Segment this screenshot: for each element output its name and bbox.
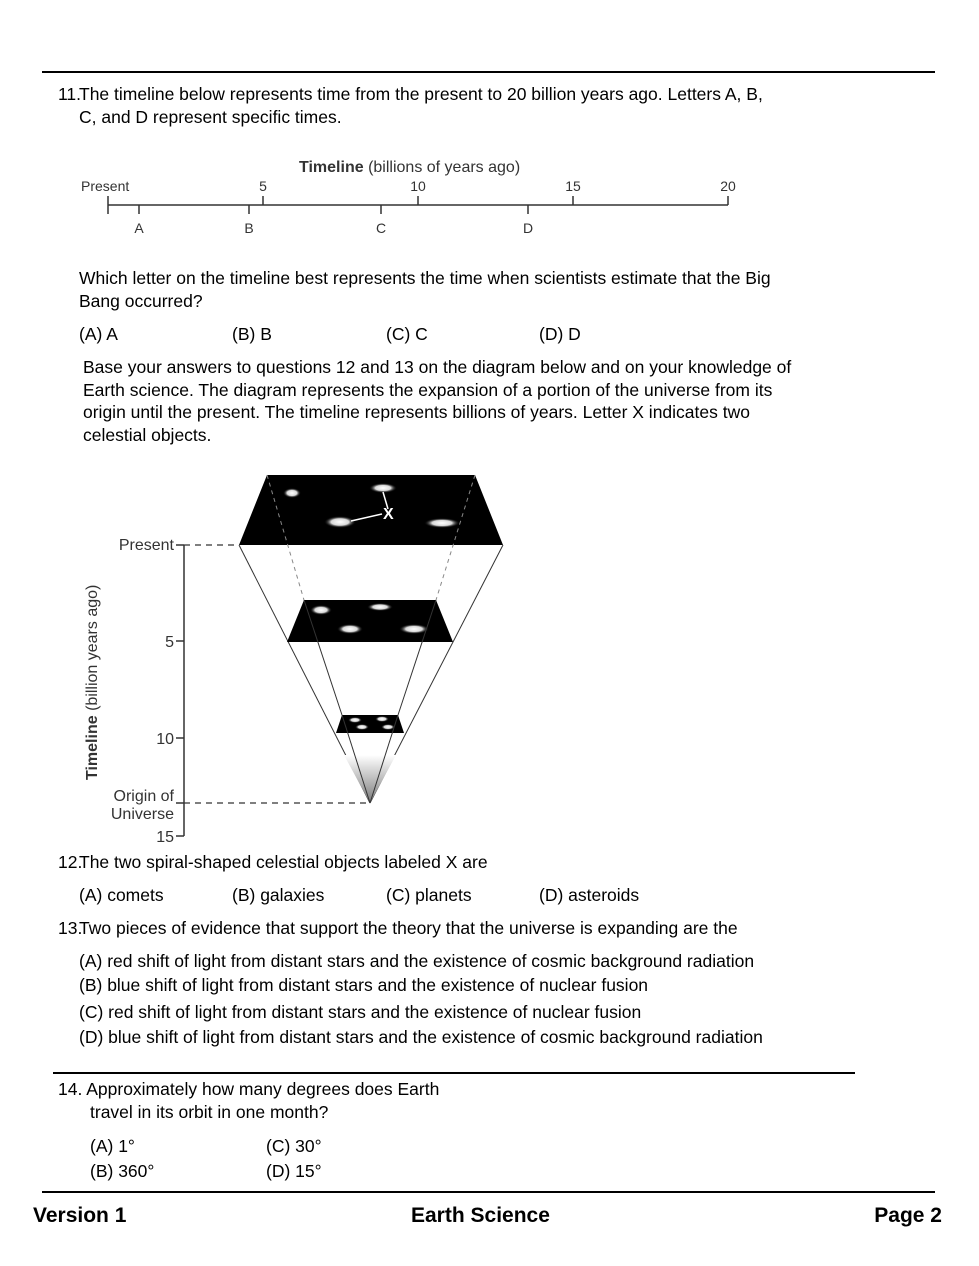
question-13-number: 13. [58,918,83,938]
question-11-number: 11. [58,84,82,104]
question-11-stem-line2: C, and D represent specific times. [79,107,342,127]
footer-version: Version 1 [33,1204,127,1227]
question-13-choice-b[interactable]: (B) blue shift of light from distant stars and the existence of nuclear fusion [79,975,649,995]
diagram-axis-title-bold: Timeline [84,715,101,780]
diagram-tick-15: 15 [156,829,174,846]
top-divider [42,71,935,73]
timeline-title-bold: Timeline [299,159,364,176]
diagram-tick-10: 10 [156,731,174,748]
question-12-choice-d[interactable]: (D) asteroids [539,885,640,905]
timeline-letter-d: D [522,220,534,236]
timeline-tick-20: 20 [720,178,736,194]
question-12-number: 12. [58,852,83,872]
question-12-choice-c[interactable]: (C) planets [386,885,472,905]
present-galaxy-x-lower [324,516,356,528]
question-12-stem: The two spiral-shaped celestial objects labeled X are [79,852,488,872]
present-galaxy-4 [424,518,460,528]
intro-line3: origin until the present. The timeline represents billions of years. Letter X indicates two [83,402,750,422]
question-11-choice-c[interactable]: (C) C [386,324,428,344]
present-galaxy-1 [283,488,301,498]
question-14-divider [53,1072,855,1074]
question-14-stem-line2: travel in its orbit in one month? [90,1102,329,1122]
slab-10-galaxy-3 [355,724,369,730]
question-14-choice-a[interactable]: (A) 1° [90,1136,135,1156]
slab-10-galaxy-2 [375,716,389,722]
x-label: X [383,506,394,523]
question-11-choice-a[interactable]: (A) A [79,324,118,344]
intro-line2: Earth science. The diagram represents the expansion of a portion of the universe from its [83,380,773,400]
slab-10-billion [336,715,404,733]
timeline-letter-b: B [244,220,254,236]
question-13-stem: Two pieces of evidence that support the theory that the universe is expanding are the [79,918,738,938]
question-14-choice-b[interactable]: (B) 360° [90,1161,155,1181]
slab-5-galaxy-3 [337,624,363,634]
slab-5-galaxy-2 [367,603,393,611]
question-11-ask-line1: Which letter on the timeline best represents the time when scientists estimate that the Big [79,268,771,288]
footer-subject: Earth Science [411,1204,550,1227]
timeline-title-rest: (billions of years ago) [363,159,521,176]
timeline-letter-c: C [375,220,387,236]
question-14-stem-line1: 14. Approximately how many degrees does Earth [58,1079,440,1099]
timeline-letter-a: A [134,220,144,236]
slab-5-galaxy-1 [310,605,332,615]
diagram-axis-title [84,585,101,780]
slab-10-galaxy-1 [348,717,362,723]
timeline-tick-5: 5 [259,178,267,194]
intro-line4: celestial objects. [83,425,212,445]
origin-glow [344,755,396,803]
diagram-origin-line1: Origin of [113,788,174,805]
question-13-choice-a[interactable]: (A) red shift of light from distant stars and the existence of cosmic background radiation [79,951,755,971]
diagram-axis-title-rest: (billion years ago) [84,584,101,716]
timeline-tick-15: 15 [565,178,581,194]
timeline-tick-10: 10 [410,178,426,194]
diagram-tick-5: 5 [165,634,174,651]
present-galaxy-x-upper [369,483,397,493]
question-11-choice-d[interactable]: (D) D [539,324,581,344]
universe-expansion-diagram [70,465,520,850]
question-14-choice-c[interactable]: (C) 30° [266,1136,322,1156]
question-12-choice-a[interactable]: (A) comets [79,885,164,905]
diagram-origin-line2: Universe [110,806,174,823]
question-12-choice-b[interactable]: (B) galaxies [232,885,325,905]
question-11-ask-line2: Bang occurred? [79,291,203,311]
footer-page-number: Page 2 [874,1204,942,1227]
timeline-present-label: Present [81,178,130,194]
diagram-present-label: Present [118,537,174,554]
question-14-choice-d[interactable]: (D) 15° [266,1161,322,1181]
timeline-figure [70,152,760,247]
intro-line1: Base your answers to questions 12 and 13 on the diagram below and on your knowledge of [83,357,792,377]
question-13-choice-d[interactable]: (D) blue shift of light from distant stars and the existence of cosmic background radiation [79,1027,763,1047]
question-13-choice-c[interactable]: (C) red shift of light from distant stars and the existence of nuclear fusion [79,1002,642,1022]
slab-10-galaxy-4 [381,724,395,730]
question-11-stem-line1: The timeline below represents time from the present to 20 billion years ago. Letters A, B, [79,84,763,104]
timeline-title [299,159,520,176]
question-11-choice-b[interactable]: (B) B [232,324,272,344]
slab-5-galaxy-4 [399,624,429,634]
footer-divider [42,1191,935,1193]
